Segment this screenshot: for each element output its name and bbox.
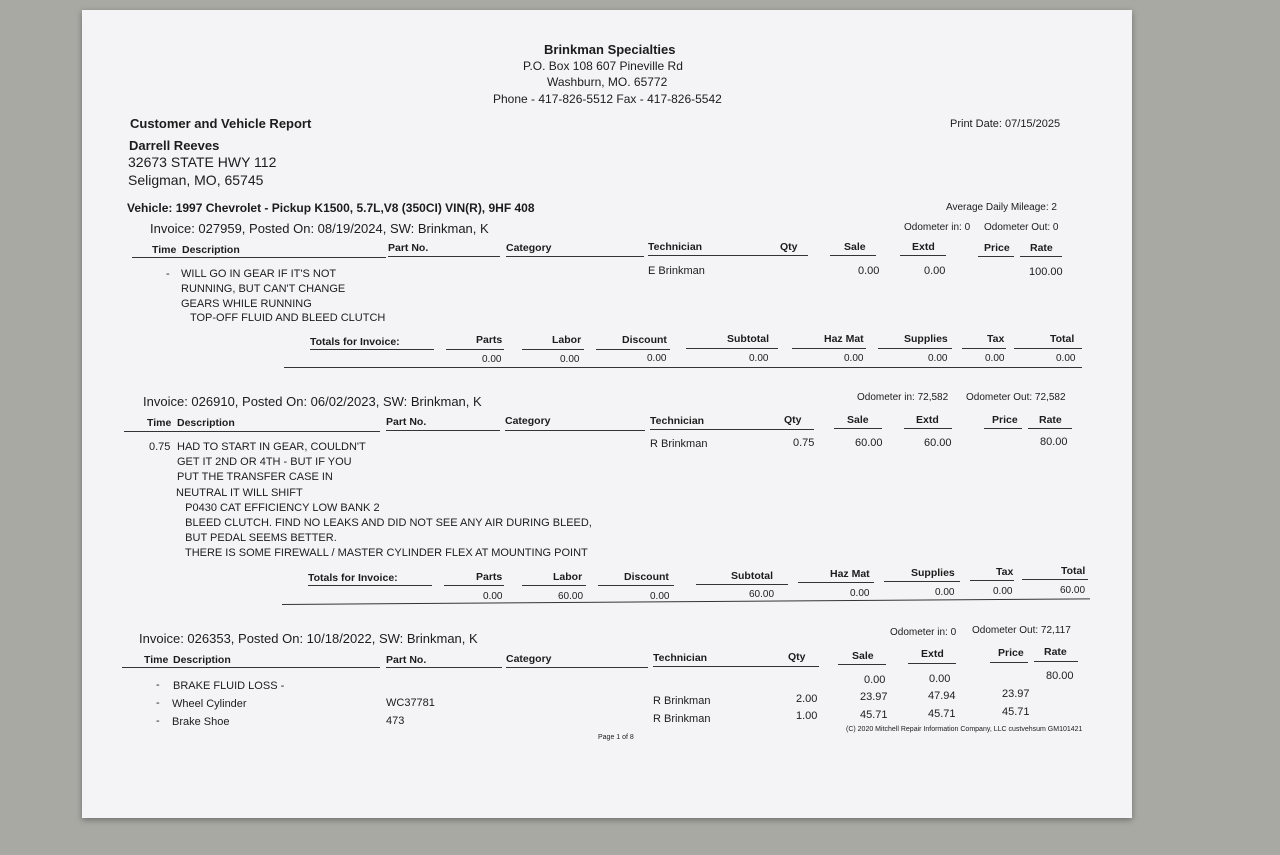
row-qty: 1.00: [796, 710, 818, 722]
totals-labor-label: Labor: [553, 571, 583, 583]
totals-supplies-label: Supplies: [904, 333, 948, 345]
line-description: BLEED CLUTCH. FIND NO LEAKS AND DID NOT SEE ANY AIR DURING BLEED,: [176, 517, 592, 529]
totals-rule: [686, 348, 778, 349]
totals-labor: 0.00: [560, 354, 580, 365]
line-description: GEARS WHILE RUNNING: [181, 298, 312, 310]
totals-hazmat-label: Haz Mat: [830, 568, 870, 580]
row-price: 23.97: [1002, 688, 1030, 700]
totals-rule: [446, 349, 504, 350]
header-rule: [653, 666, 819, 667]
customer-street: 32673 STATE HWY 112: [128, 154, 277, 170]
totals-hazmat: 0.00: [844, 353, 864, 364]
odometer-in: Odometer in: 72,582: [857, 392, 949, 403]
totals-rule: [308, 585, 432, 586]
row-sale: 45.71: [860, 709, 888, 721]
invoice-header: Invoice: 026353, Posted On: 10/18/2022, SW: Brinkman, K: [139, 631, 478, 646]
col-time: Time: [144, 654, 169, 666]
customer-name: Darrell Reeves: [129, 138, 220, 153]
totals-supplies-label: Supplies: [911, 567, 955, 579]
totals-tax: 0.00: [993, 586, 1013, 597]
row-description: Brake Shoe: [172, 716, 230, 728]
totals-rule: [798, 582, 874, 583]
customer-city: Seligman, MO, 65745: [128, 172, 264, 188]
header-rule: [1020, 256, 1062, 257]
totals-subtotal-label: Subtotal: [731, 570, 773, 582]
col-price: Price: [992, 414, 1018, 426]
totals-parts-label: Parts: [476, 334, 503, 346]
row-time: -: [156, 715, 160, 727]
row-qty: 2.00: [796, 693, 818, 705]
col-technician: Technician: [648, 241, 703, 253]
totals-labor-label: Labor: [552, 334, 582, 346]
line-rate: 100.00: [1029, 266, 1063, 278]
col-sale: Sale: [852, 650, 874, 662]
row-extd: 45.71: [928, 708, 956, 720]
line-description: TOP-OFF FLUID AND BLEED CLUTCH: [181, 312, 386, 324]
line-technician: E Brinkman: [648, 265, 705, 277]
totals-rule: [522, 349, 584, 350]
header-rule: [978, 256, 1014, 257]
print-date: Print Date: 07/15/2025: [950, 118, 1061, 130]
col-description: Description: [177, 417, 235, 429]
totals-rule: [970, 580, 1014, 581]
row-price: 45.71: [1002, 706, 1030, 718]
line-description: NEUTRAL IT WILL SHIFT: [176, 487, 303, 499]
line-description: BUT PEDAL SEEMS BETTER.: [176, 532, 337, 544]
totals-rule: [878, 348, 952, 349]
line-rate: 80.00: [1040, 436, 1068, 448]
row-technician: R Brinkman: [653, 695, 711, 707]
totals-rule: [598, 585, 674, 586]
header-rule: [386, 667, 502, 668]
totals-subtotal-label: Subtotal: [727, 333, 769, 345]
totals-rule: [522, 585, 586, 586]
totals-hazmat-label: Haz Mat: [824, 333, 864, 345]
line-time: -: [166, 268, 170, 280]
totals-rule: [696, 584, 788, 585]
row-part-no: 473: [386, 715, 405, 727]
header-rule: [506, 256, 644, 257]
col-part-no: Part No.: [386, 654, 427, 666]
totals-total-label: Total: [1061, 565, 1086, 577]
line-description: P0430 CAT EFFICIENCY LOW BANK 2: [176, 502, 380, 514]
line-description: THERE IS SOME FIREWALL / MASTER CYLINDER FLEX AT MOUNTING POINT: [176, 547, 588, 559]
header-rule: [990, 662, 1028, 663]
totals-rule: [792, 348, 866, 349]
totals-discount-label: Discount: [622, 334, 667, 346]
header-rule: [132, 257, 386, 258]
totals-title: Totals for Invoice:: [308, 572, 398, 584]
row-time: -: [156, 697, 160, 709]
col-technician: Technician: [650, 415, 705, 427]
line-sale: 0.00: [858, 265, 880, 277]
company-name: Brinkman Specialties: [544, 42, 676, 57]
line-qty: 0.75: [793, 437, 815, 449]
row-extd: 47.94: [928, 690, 956, 702]
header-rule: [830, 255, 876, 256]
line-sale: 60.00: [855, 437, 883, 449]
row-technician: R Brinkman: [653, 713, 711, 725]
totals-discount: 0.00: [647, 353, 667, 364]
col-rate: Rate: [1044, 646, 1067, 658]
col-time: Time: [152, 244, 177, 256]
header-rule: [124, 431, 380, 432]
totals-total: 60.00: [1060, 585, 1086, 596]
header-rule: [650, 429, 814, 430]
col-rate: Rate: [1030, 242, 1053, 254]
line-extd: 60.00: [924, 437, 952, 449]
col-qty: Qty: [784, 414, 802, 426]
row-description: BRAKE FLUID LOSS -: [173, 680, 285, 692]
invoice-end-rule: [284, 367, 1082, 368]
line-description: GET IT 2ND OR 4TH - BUT IF YOU: [177, 456, 352, 468]
row-description: Wheel Cylinder: [172, 698, 247, 710]
header-rule: [506, 667, 648, 668]
line-description: HAD TO START IN GEAR, COULDN'T: [177, 441, 366, 453]
line-time: 0.75: [149, 441, 171, 453]
totals-subtotal: 60.00: [749, 589, 775, 600]
report-page: [82, 10, 1132, 818]
col-price: Price: [998, 647, 1024, 659]
totals-parts: 0.00: [482, 354, 502, 365]
company-city: Washburn, MO. 65772: [547, 75, 668, 89]
odometer-in: Odometer in: 0: [904, 222, 971, 233]
col-time: Time: [147, 417, 172, 429]
row-time: -: [156, 679, 160, 691]
col-sale: Sale: [844, 241, 866, 253]
line-description: WILL GO IN GEAR IF IT'S NOT: [181, 268, 337, 280]
totals-discount-label: Discount: [624, 571, 669, 583]
invoice-header: Invoice: 026910, Posted On: 06/02/2023, SW: Brinkman, K: [143, 394, 482, 409]
totals-total-label: Total: [1050, 333, 1075, 345]
totals-rule: [596, 349, 670, 350]
totals-total: 0.00: [1056, 353, 1076, 364]
odometer-out: Odometer Out: 72,582: [966, 392, 1066, 403]
totals-parts: 0.00: [483, 591, 503, 602]
totals-discount: 0.00: [650, 591, 670, 602]
col-sale: Sale: [847, 414, 869, 426]
header-rule: [386, 430, 500, 431]
col-description: Description: [182, 244, 240, 256]
invoice-header: Invoice: 027959, Posted On: 08/19/2024, SW: Brinkman, K: [150, 221, 489, 236]
header-rule: [1034, 661, 1078, 662]
col-part-no: Part No.: [388, 242, 429, 254]
company-phone: Phone - 417-826-5512 Fax - 417-826-5542: [493, 92, 722, 106]
totals-parts-label: Parts: [476, 571, 503, 583]
col-extd: Extd: [912, 241, 935, 253]
header-rule: [834, 428, 882, 429]
totals-labor: 60.00: [558, 591, 584, 602]
col-price: Price: [984, 242, 1010, 254]
line-technician: R Brinkman: [650, 438, 708, 450]
col-technician: Technician: [653, 652, 708, 664]
row-sale: 0.00: [864, 674, 886, 686]
header-rule: [122, 667, 380, 668]
col-part-no: Part No.: [386, 416, 427, 428]
vehicle-label: Vehicle: 1997 Chevrolet - Pickup K1500, 5.7L,V8 (350CI) VIN(R), 9HF 408: [127, 201, 535, 215]
col-extd: Extd: [916, 414, 939, 426]
odometer-out: Odometer Out: 0: [984, 222, 1059, 233]
totals-rule: [1014, 348, 1082, 349]
col-description: Description: [173, 654, 231, 666]
col-rate: Rate: [1039, 414, 1062, 426]
header-rule: [900, 255, 946, 256]
header-rule: [505, 430, 645, 431]
row-extd: 0.00: [929, 673, 951, 685]
totals-supplies: 0.00: [928, 353, 948, 364]
header-rule: [908, 663, 956, 664]
header-rule: [904, 428, 952, 429]
row-sale: 23.97: [860, 691, 888, 703]
odometer-in: Odometer in: 0: [890, 627, 957, 638]
totals-rule: [1022, 579, 1088, 580]
header-rule: [648, 255, 808, 256]
col-qty: Qty: [788, 651, 806, 663]
col-category: Category: [506, 653, 552, 665]
col-qty: Qty: [780, 241, 798, 253]
col-category: Category: [505, 415, 551, 427]
totals-rule: [444, 585, 504, 586]
line-description: PUT THE TRANSFER CASE IN: [177, 471, 333, 483]
col-category: Category: [506, 242, 552, 254]
totals-hazmat: 0.00: [850, 588, 870, 599]
company-address: P.O. Box 108 607 Pineville Rd: [523, 59, 683, 73]
row-rate: 80.00: [1046, 670, 1074, 682]
header-rule: [388, 256, 500, 257]
invoice-end-rule: [282, 598, 1090, 605]
totals-title: Totals for Invoice:: [310, 336, 400, 348]
header-rule: [1028, 428, 1072, 429]
page-number: Page 1 of 8: [598, 734, 634, 741]
totals-tax: 0.00: [985, 353, 1005, 364]
header-rule: [984, 428, 1022, 429]
totals-subtotal: 0.00: [749, 353, 769, 364]
totals-tax-label: Tax: [987, 333, 1005, 345]
line-description: RUNNING, BUT CAN'T CHANGE: [181, 283, 346, 295]
odometer-out: Odometer Out: 72,117: [972, 625, 1071, 636]
row-part-no: WC37781: [386, 697, 435, 709]
col-extd: Extd: [921, 648, 944, 660]
line-extd: 0.00: [924, 265, 946, 277]
totals-rule: [884, 581, 960, 582]
totals-tax-label: Tax: [996, 566, 1014, 578]
totals-supplies: 0.00: [935, 587, 955, 598]
avg-daily-mileage: Average Daily Mileage: 2: [946, 202, 1057, 213]
report-title: Customer and Vehicle Report: [130, 116, 312, 131]
totals-rule: [962, 348, 1006, 349]
copyright: (C) 2020 Mitchell Repair Information Company, LLC custvehsum GM101421: [846, 726, 1083, 733]
totals-rule: [310, 349, 434, 350]
header-rule: [838, 664, 886, 665]
